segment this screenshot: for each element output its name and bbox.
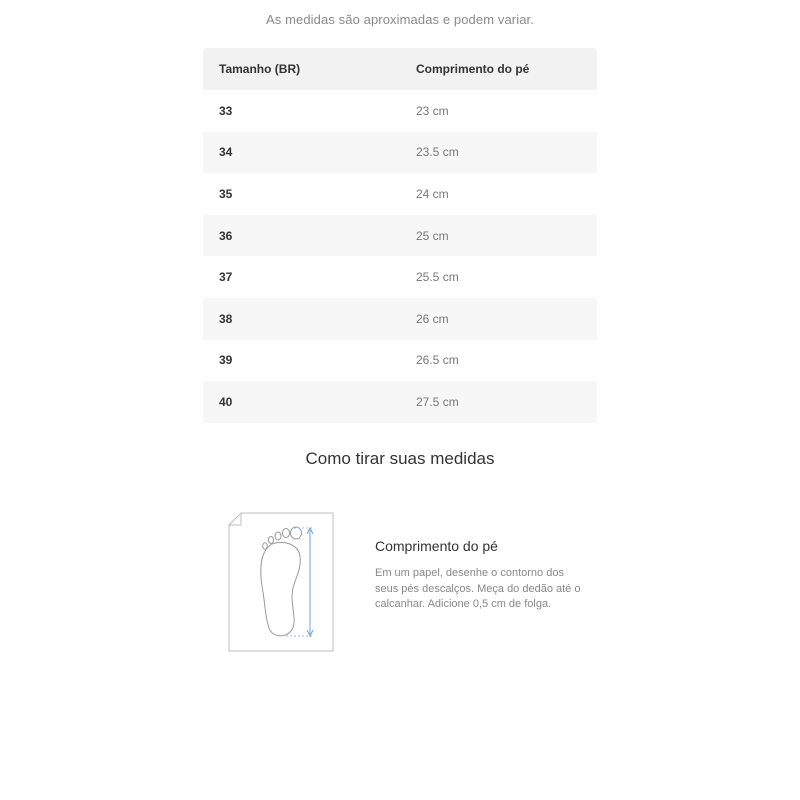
table-row bbox=[203, 256, 597, 298]
table-row bbox=[203, 340, 597, 382]
table-row bbox=[203, 173, 597, 215]
size-cell: 33 bbox=[219, 103, 233, 118]
table-row bbox=[203, 90, 597, 132]
foot-measure-icon bbox=[228, 512, 334, 652]
howto-text: Em um papel, desenhe o contorno dos seus pés descalços. Meça do dedão até o calcanhar. Adicione 0,5 cm de folga. bbox=[375, 567, 581, 610]
length-cell: 25.5 cm bbox=[416, 270, 459, 285]
disclaimer-note: As medidas são aproximadas e podem variar. bbox=[266, 12, 534, 27]
size-cell: 40 bbox=[219, 394, 233, 409]
length-cell: 24 cm bbox=[416, 186, 449, 201]
size-cell: 39 bbox=[219, 353, 233, 368]
size-cell: 35 bbox=[219, 186, 233, 201]
size-table bbox=[203, 48, 597, 423]
size-cell: 37 bbox=[219, 270, 233, 285]
table-row bbox=[203, 132, 597, 174]
table-header-row bbox=[203, 48, 597, 90]
length-cell: 26.5 cm bbox=[416, 353, 459, 368]
size-cell: 38 bbox=[219, 311, 233, 326]
length-cell: 23 cm bbox=[416, 103, 449, 118]
header-length: Comprimento do pé bbox=[416, 62, 530, 76]
length-cell: 27.5 cm bbox=[416, 394, 459, 409]
table-row bbox=[203, 298, 597, 340]
howto-title: Comprimento do pé bbox=[375, 538, 498, 554]
size-cell: 36 bbox=[219, 228, 233, 243]
section-title: Como tirar suas medidas bbox=[305, 449, 495, 468]
table-row bbox=[203, 215, 597, 257]
length-cell: 26 cm bbox=[416, 311, 449, 326]
header-size: Tamanho (BR) bbox=[219, 62, 301, 76]
length-cell: 25 cm bbox=[416, 228, 449, 243]
table-row bbox=[203, 381, 597, 423]
length-cell: 23.5 cm bbox=[416, 145, 459, 160]
size-cell: 34 bbox=[219, 145, 233, 160]
